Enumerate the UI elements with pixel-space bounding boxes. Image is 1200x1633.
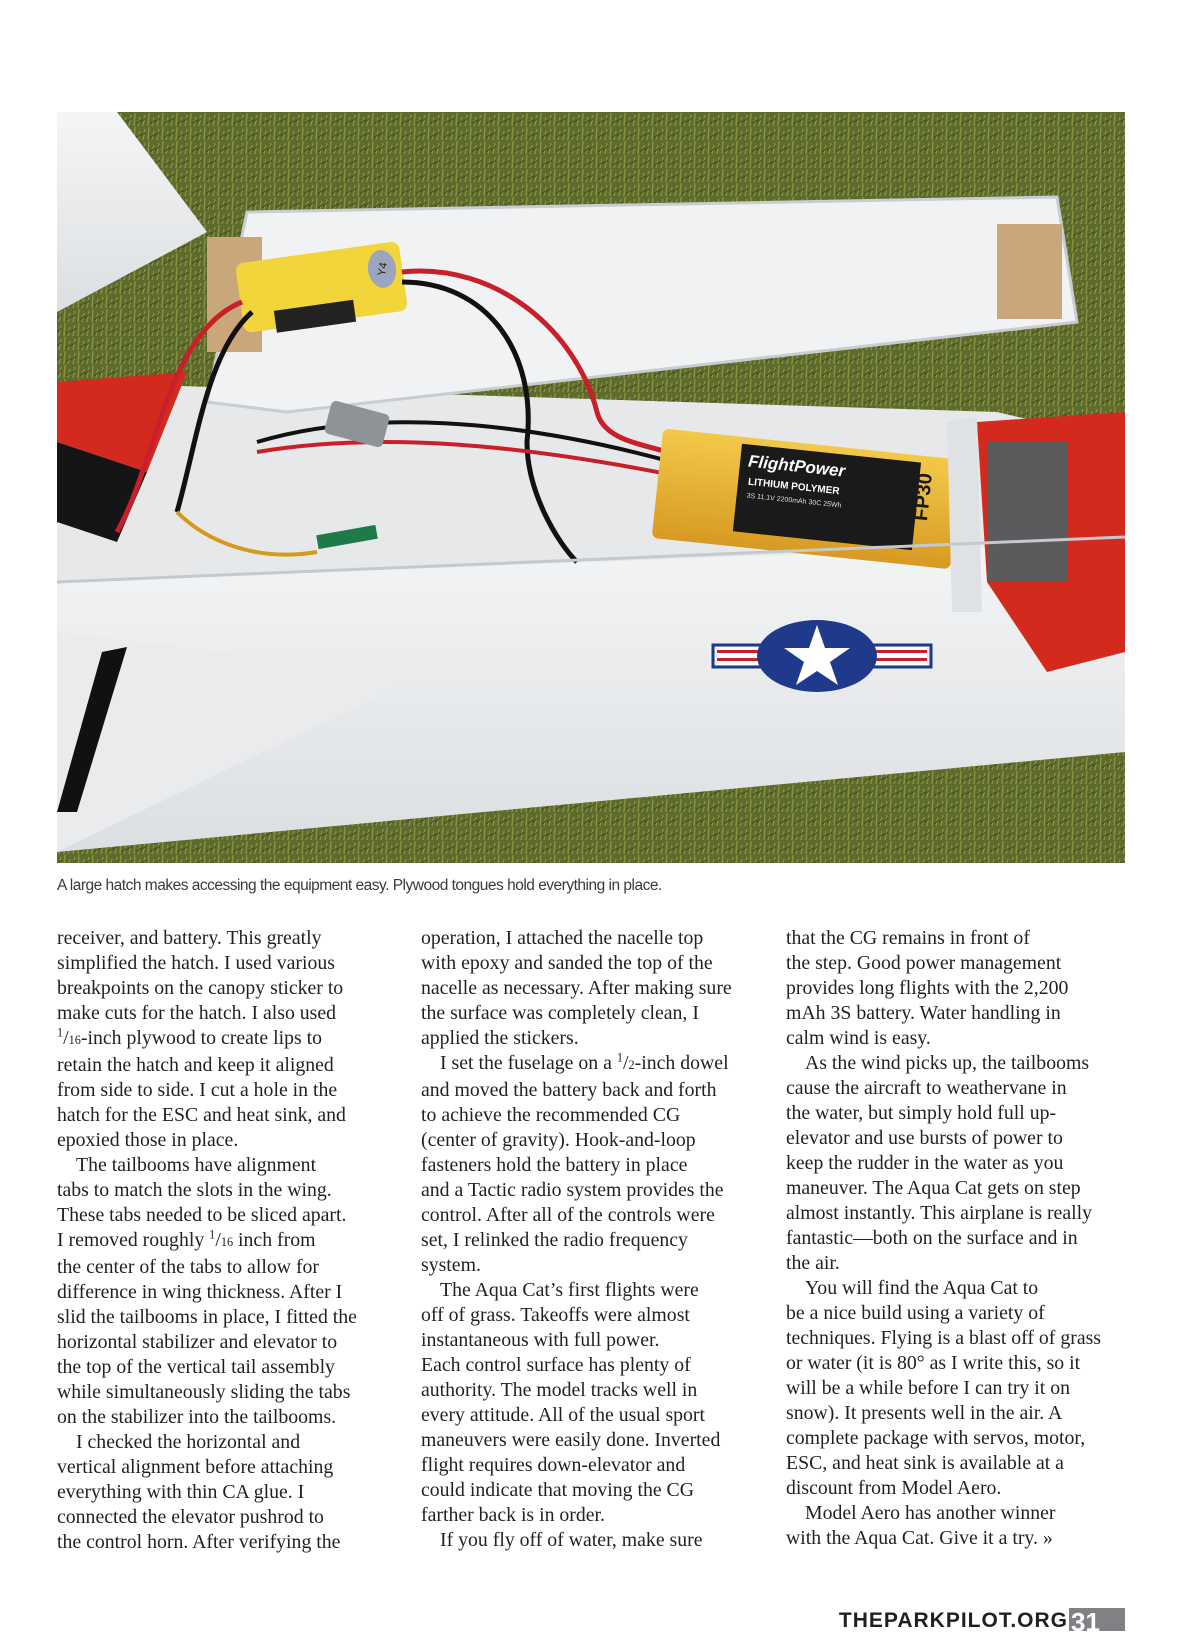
battery-brand: FlightPower (747, 451, 847, 481)
text-line: Each control surface has plenty of (421, 1354, 691, 1376)
text-line: the center of the tabs to allow for (57, 1256, 320, 1278)
paragraph (421, 1278, 761, 1528)
text-line: connected the elevator pushrod to (57, 1506, 324, 1528)
text-line: from side to side. I cut a hole in the (57, 1079, 338, 1101)
text-line: discount from Model Aero. (786, 1477, 1002, 1499)
battery-spec: 3S 11.1V 2200mAh 30C 25Wh (746, 492, 842, 510)
fraction-denominator: 16 (68, 1033, 81, 1047)
text-line: with the Aqua Cat. Give it a try. » (786, 1527, 1053, 1549)
text-run: I set the fuselage on a (440, 1052, 617, 1074)
text-line: control. After all of the controls were (421, 1204, 715, 1226)
paragraph (786, 1051, 1126, 1276)
text-line: The Aqua Cat’s first flights were (440, 1279, 699, 1301)
text-line: retain the hatch and keep it aligned (57, 1054, 334, 1076)
text-line: calm wind is easy. (786, 1027, 931, 1049)
text-run: -inch plywood to create lips to (80, 1027, 323, 1049)
text-line: breakpoints on the canopy sticker to (57, 977, 344, 999)
text-line: fantastic—both on the surface and in (786, 1227, 1078, 1249)
text-line: the water, but simply hold full up- (786, 1102, 1057, 1124)
text-line: nacelle as necessary. After making sure (421, 977, 732, 999)
text-line: complete package with servos, motor, (786, 1427, 1086, 1449)
text-line: everything with thin CA glue. I (57, 1481, 305, 1503)
paragraph (786, 1276, 1126, 1501)
text-line: operation, I attached the nacelle top (421, 927, 704, 949)
text-line: with epoxy and sanded the top of the (421, 952, 713, 974)
text-line: and moved the battery back and forth (421, 1079, 717, 1101)
text-line: almost instantly. This airplane is really (786, 1202, 1093, 1224)
text-run: I removed roughly (57, 1229, 210, 1251)
text-line: fasteners hold the battery in place (421, 1154, 688, 1176)
paragraph (57, 1430, 397, 1555)
article-column-1 (57, 926, 397, 1555)
text-line: The tailbooms have alignment (76, 1154, 317, 1176)
text-line: You will find the Aqua Cat to (805, 1277, 1039, 1299)
text-line: the surface was completely clean, I (421, 1002, 699, 1024)
text-line: horizontal stabilizer and elevator to (57, 1331, 338, 1353)
text-line: farther back is in order. (421, 1504, 605, 1526)
text-line: system. (421, 1254, 481, 1276)
text-line: snow). It presents well in the air. A (786, 1402, 1063, 1424)
fraction-denominator: 16 (220, 1235, 234, 1249)
text-line: could indicate that moving the CG (421, 1479, 695, 1501)
text-line: applied the stickers. (421, 1027, 579, 1049)
text-line: provides long flights with the 2,200 (786, 977, 1069, 999)
text-line: while simultaneously sliding the tabs (57, 1381, 351, 1403)
text-line: I set the fuselage on a $^1$/2-inch dowel (440, 1050, 729, 1074)
article-column-3 (786, 926, 1126, 1551)
text-line: cause the aircraft to weathervane in (786, 1077, 1067, 1099)
text-line: flight requires down-elevator and (421, 1454, 686, 1476)
text-line: ESC, and heat sink is available at a (786, 1452, 1064, 1474)
text-line: techniques. Flying is a blast off of grass (786, 1327, 1101, 1349)
photo-caption: A large hatch makes accessing the equipment easy. Plywood tongues hold everything in place. (57, 877, 662, 894)
text-line: the top of the vertical tail assembly (57, 1356, 335, 1378)
aqua-cat-hatch-photo (57, 112, 1125, 863)
text-line: keep the rudder in the water as you (786, 1152, 1064, 1174)
text-line: will be a while before I can try it on (786, 1377, 1070, 1399)
text-line: mAh 3S battery. Water handling in (786, 1002, 1061, 1024)
text-line: and a Tactic radio system provides the (421, 1179, 724, 1201)
text-line: the step. Good power management (786, 952, 1062, 974)
text-line: elevator and use bursts of power to (786, 1127, 1063, 1149)
text-line: $^1$/16-inch plywood to create lips to (57, 1025, 323, 1049)
fraction-denominator: 2 (628, 1058, 635, 1072)
text-line: tabs to match the slots in the wing. (57, 1179, 332, 1201)
text-line: These tabs needed to be sliced apart. (57, 1204, 347, 1226)
text-line: As the wind picks up, the tailbooms (805, 1052, 1090, 1074)
text-line: the control horn. After verifying the (57, 1531, 341, 1553)
fraction-numerator: 1 (57, 1025, 64, 1040)
plywood-tongue-right (997, 224, 1062, 319)
text-line: vertical alignment before attaching (57, 1456, 334, 1478)
text-line: I checked the horizontal and (76, 1431, 301, 1453)
page-number: 31 (1069, 1608, 1125, 1631)
article-column-2 (421, 926, 761, 1553)
paragraph (786, 1501, 1126, 1551)
text-line: maneuver. The Aqua Cat gets on step (786, 1177, 1081, 1199)
text-line: on the stabilizer into the tailbooms. (57, 1406, 337, 1428)
text-run: -inch dowel (634, 1052, 729, 1074)
text-line: (center of gravity). Hook-and-loop (421, 1129, 696, 1151)
text-line: the air. (786, 1252, 840, 1274)
text-line: off of grass. Takeoffs were almost (421, 1304, 690, 1326)
text-line: hatch for the ESC and heat sink, and (57, 1104, 346, 1126)
article-photo (57, 112, 1125, 863)
text-line: or water (it is 80° as I write this, so it (786, 1352, 1081, 1374)
footer-site-url: THEPARKPILOT.ORG (838, 1609, 1068, 1632)
text-line: authority. The model tracks well in (421, 1379, 698, 1401)
paragraph (57, 926, 397, 1153)
text-line: difference in wing thickness. After I (57, 1281, 343, 1303)
text-line: make cuts for the hatch. I also used (57, 1002, 337, 1024)
text-line: maneuvers were easily done. Inverted (421, 1429, 721, 1451)
paragraph (57, 1153, 397, 1430)
text-line: Model Aero has another winner (805, 1502, 1056, 1524)
fraction-numerator: 1 (209, 1227, 216, 1242)
text-run: inch from (233, 1229, 316, 1251)
text-line: that the CG remains in front of (786, 927, 1030, 949)
esc-label: Y4 (375, 261, 391, 277)
paragraph (421, 926, 761, 1051)
battery-model: FP30 (910, 472, 937, 523)
paragraph (421, 1528, 761, 1553)
paragraph (421, 1051, 761, 1278)
text-line: I removed roughly $^1$/16 inch from (57, 1227, 316, 1251)
paragraph (786, 926, 1126, 1051)
text-line: be a nice build using a variety of (786, 1302, 1045, 1324)
text-line: every attitude. All of the usual sport (421, 1404, 706, 1426)
battery-type: LITHIUM POLYMER (747, 476, 840, 498)
text-line: set, I relinked the radio frequency (421, 1229, 688, 1251)
text-line: slid the tailbooms in place, I fitted the (57, 1306, 357, 1328)
text-line: epoxied those in place. (57, 1129, 239, 1151)
text-line: receiver, and battery. This greatly (57, 927, 322, 949)
text-line: If you fly off of water, make sure (440, 1529, 703, 1551)
text-line: simplified the hatch. I used various (57, 952, 335, 974)
text-line: to achieve the recommended CG (421, 1104, 681, 1126)
fraction-numerator: 1 (616, 1050, 624, 1065)
text-line: instantaneous with full power. (421, 1329, 660, 1351)
